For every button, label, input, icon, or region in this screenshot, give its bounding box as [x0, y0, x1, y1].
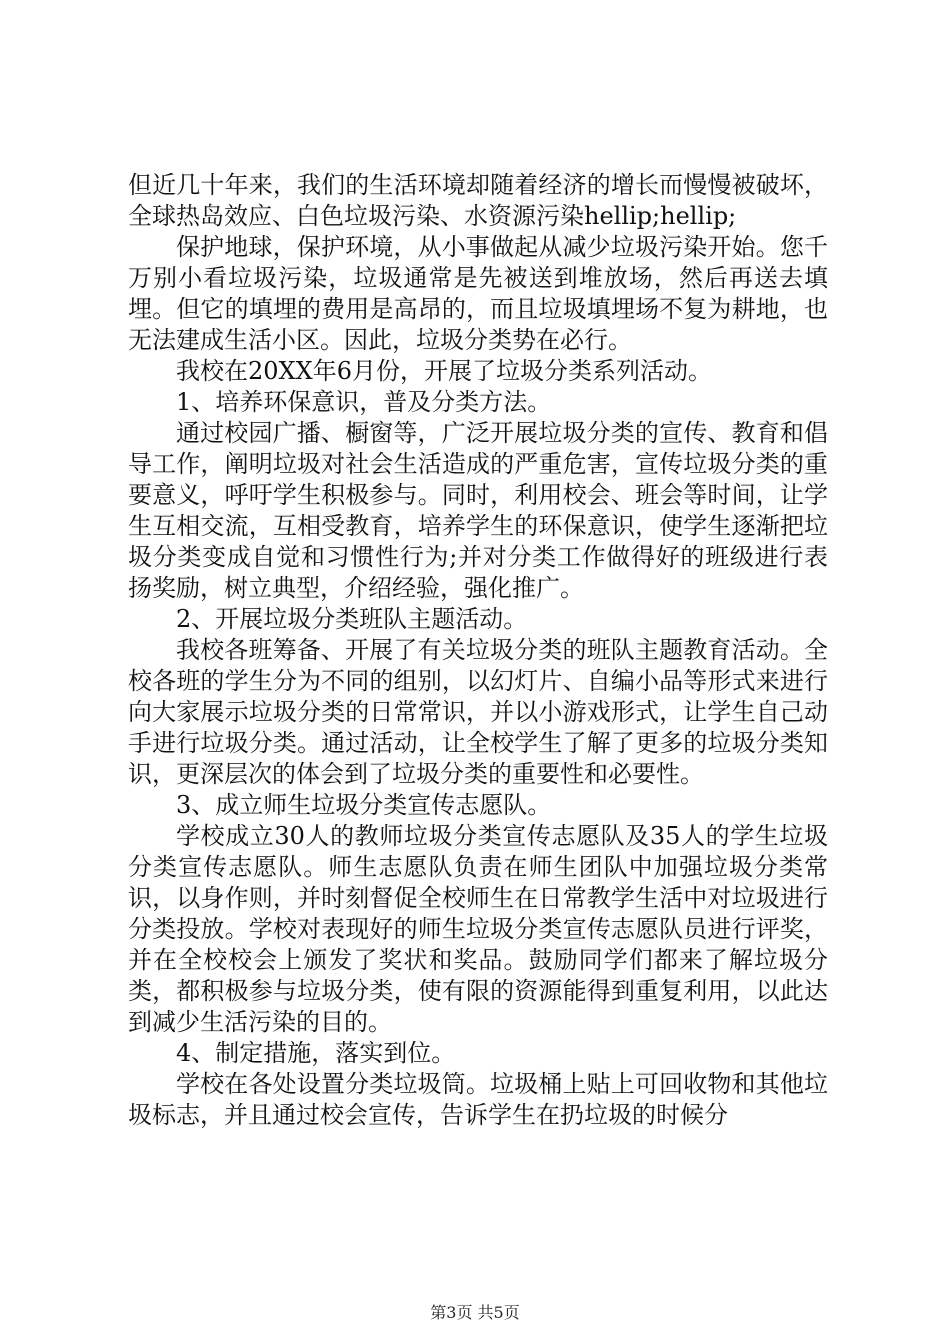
- paragraph-2: 保护地球，保护环境，从小事做起从减少垃圾污染开始。您千万别小看垃圾污染，垃圾通常是先被送到堆放场，然后再送去填埋。但它的填埋的费用是高昂的，而且垃圾填埋场不复为耕地，也无法建成生活小区。因此，垃圾分类势在必行。: [128, 233, 828, 354]
- paragraph-9: 学校成立30人的教师垃圾分类宣传志愿队及35人的学生垃圾分类宣传志愿队。师生志愿队负责在师生团队中加强垃圾分类常识，以身作则，并时刻督促全校师生在日常教学生活中对垃圾进行分类投放。学校对表现好的师生垃圾分类宣传志愿队员进行评奖，并在全校校会上颁发了奖状和奖品。鼓励同学们都来了解垃圾分类，都积极参与垃圾分类，使有限的资源能得到重复利用，以此达到减少生活污染的目的。: [128, 822, 828, 1036]
- page-number: 第3页 共5页: [430, 1303, 520, 1322]
- paragraph-1: 但近几十年来，我们的生活环境却随着经济的增长而慢慢被破坏，全球热岛效应、白色垃圾污染、水资源污染hellip;hellip;: [128, 171, 828, 230]
- document-body: [128, 170, 828, 1131]
- section-heading-2: 2、开展垃圾分类班队主题活动。: [176, 605, 528, 633]
- section-heading-4: 4、制定措施，落实到位。: [176, 1039, 456, 1067]
- section-heading-1: 1、培养环保意识，普及分类方法。: [176, 388, 552, 416]
- section-heading-3: 3、成立师生垃圾分类宣传志愿队。: [176, 791, 552, 819]
- paragraph-5: 通过校园广播、橱窗等，广泛开展垃圾分类的宣传、教育和倡导工作，阐明垃圾对社会生活造成的严重危害，宣传垃圾分类的重要意义，呼吁学生积极参与。同时，利用校会、班会等时间，让学生互相交流，互相受教育，培养学生的环保意识，使学生逐渐把垃圾分类变成自觉和习惯性行为;并对分类工作做得好的班级进行表扬奖励，树立典型，介绍经验，强化推广。: [128, 419, 828, 602]
- paragraph-11: 学校在各处设置分类垃圾筒。垃圾桶上贴上可回收物和其他垃圾标志，并且通过校会宣传，告诉学生在扔垃圾的时候分: [128, 1070, 828, 1129]
- paragraph-7: 我校各班筹备、开展了有关垃圾分类的班队主题教育活动。全校各班的学生分为不同的组别，以幻灯片、自编小品等形式来进行向大家展示垃圾分类的日常常识，并以小游戏形式，让学生自己动手进行垃圾分类。通过活动，让全校学生了解了更多的垃圾分类知识，更深层次的体会到了垃圾分类的重要性和必要性。: [128, 636, 828, 788]
- paragraph-3: 我校在20XX年6月份，开展了垃圾分类系列活动。: [176, 357, 712, 385]
